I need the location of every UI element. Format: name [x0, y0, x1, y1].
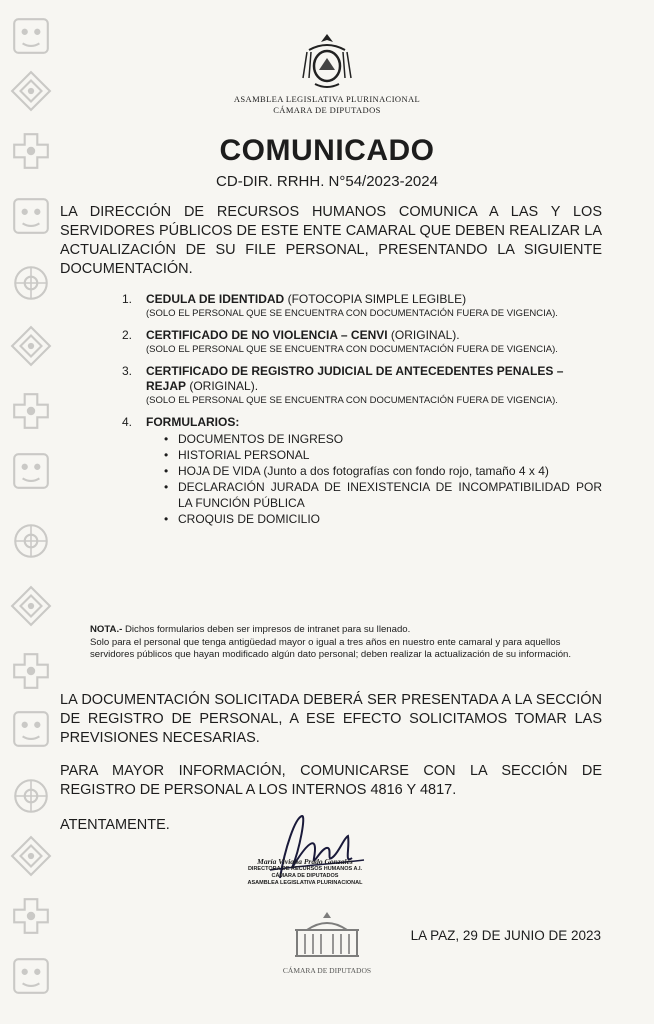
reference-number: CD-DIR. RRHH. N°54/2023-2024 [216, 173, 438, 190]
chamber-stamp [272, 908, 382, 975]
item-title: FORMULARIOS: [146, 415, 240, 429]
coat-of-arms-icon [295, 30, 359, 94]
border-diamond-icon [10, 325, 52, 367]
border-mask-icon [10, 955, 52, 997]
border-diamond-icon [10, 835, 52, 877]
item-note: (SOLO EL PERSONAL QUE SE ENCUENTRA CON DOCUMENTACIÓN FUERA DE VIGENCIA). [146, 308, 558, 319]
item-title: CERTIFICADO DE NO VIOLENCIA – CENVI [146, 328, 388, 342]
border-flower-icon [10, 775, 52, 817]
bullet-item: • DECLARACIÓN JURADA DE INEXISTENCIA DE INCOMPATIBILIDAD POR LA FUNCIÓN PÚBLICA [164, 479, 602, 511]
document-date: LA PAZ, 29 DE JUNIO DE 2023 [410, 928, 601, 943]
bullet-item: • HISTORIAL PERSONAL [164, 447, 602, 463]
list-item [122, 328, 602, 356]
border-mask-icon [10, 708, 52, 750]
border-mask-icon [10, 195, 52, 237]
signatory-assembly: ASAMBLEA LEGISLATIVA PLURINACIONAL [247, 880, 363, 886]
border-cross-icon [10, 895, 52, 937]
item-note: (SOLO EL PERSONAL QUE SE ENCUENTRA CON DOCUMENTACIÓN FUERA DE VIGENCIA). [146, 344, 558, 355]
item-detail: (FOTOCOPIA SIMPLE LEGIBLE) [284, 292, 467, 306]
intro-paragraph: LA DIRECCIÓN DE RECURSOS HUMANOS COMUNICA A LAS Y LOS SERVIDORES PÚBLICOS DE ESTE ENTE CAMARAL QUE DEBEN REALIZAR LA ACTUALIZACIÓN DE SU FILE PERSONAL, PRESENTANDO LA SIGUIENTE DOCUMENTACIÓN. [60, 204, 602, 277]
item-number: 4. [122, 415, 133, 429]
item-number: 2. [122, 328, 133, 342]
list-item [122, 292, 602, 320]
closing-text: ATENTAMENTE. [60, 817, 170, 833]
chamber-name: CÁMARA DE DIPUTADOS [273, 105, 381, 115]
building-stamp-icon [287, 908, 367, 963]
bullet-item: • DOCUMENTOS DE INGRESO [164, 431, 602, 447]
border-cross-icon [10, 650, 52, 692]
border-flower-icon [10, 520, 52, 562]
signatory-title: DIRECTORA DE RECURSOS HUMANOS A.I. [247, 866, 363, 872]
list-item [122, 415, 602, 527]
border-flower-icon [10, 262, 52, 304]
item-title: CEDULA DE IDENTIDAD [146, 292, 285, 306]
item-note: (SOLO EL PERSONAL QUE SE ENCUENTRA CON DOCUMENTACIÓN FUERA DE VIGENCIA). [146, 395, 558, 406]
institution-name: ASAMBLEA LEGISLATIVA PLURINACIONAL [233, 94, 421, 104]
document-title: COMUNICADO [219, 134, 435, 167]
signatory-chamber: CÁMARA DE DIPUTADOS [271, 873, 339, 879]
note-line: Dichos formularios deben ser impresos de intranet para su llenado. [122, 624, 411, 635]
item-detail: (ORIGINAL). [387, 328, 460, 342]
item-detail: (ORIGINAL). [186, 379, 259, 393]
note-block [90, 624, 602, 662]
item-title: CERTIFICADO DE REGISTRO JUDICIAL DE ANTECEDENTES PENALES – REJAP [146, 364, 564, 393]
signature-block [220, 808, 390, 887]
bullet-item: • HOJA DE VIDA (Junto a dos fotografías con fondo rojo, tamaño 4 x 4) [164, 463, 602, 479]
border-cross-icon [10, 390, 52, 432]
requirements-list [122, 292, 602, 535]
signatory-name: María Viviana Prado Gonzales [257, 857, 353, 866]
note-line: Solo para el personal que tenga antigüedad mayor o igual a tres años en nuestro ente camaral y para aquellos servidores públicos que hayan modificado algún dato personal; deben realizar la actualización de su información. [90, 636, 572, 660]
list-item [122, 364, 602, 407]
item-number: 3. [122, 364, 133, 378]
note-label: NOTA.- [90, 624, 123, 635]
item-number: 1. [122, 292, 133, 306]
bullet-item: • CROQUIS DE DOMICILIO [164, 511, 602, 527]
letterhead [0, 30, 654, 116]
border-diamond-icon [10, 585, 52, 627]
stamp-label: CÁMARA DE DIPUTADOS [282, 966, 372, 975]
submission-paragraph: LA DOCUMENTACIÓN SOLICITADA DEBERÁ SER PRESENTADA A LA SECCIÓN DE REGISTRO DE PERSONAL, A ESE EFECTO SOLICITAMOS TOMAR LAS PREVISIONES NECESARIAS. [60, 692, 602, 746]
info-paragraph: PARA MAYOR INFORMACIÓN, COMUNICARSE CON LA SECCIÓN DE REGISTRO DE PERSONAL A LOS INTERNOS 4816 Y 4817. [60, 763, 602, 798]
border-mask-icon [10, 450, 52, 492]
forms-sublist [164, 431, 602, 527]
